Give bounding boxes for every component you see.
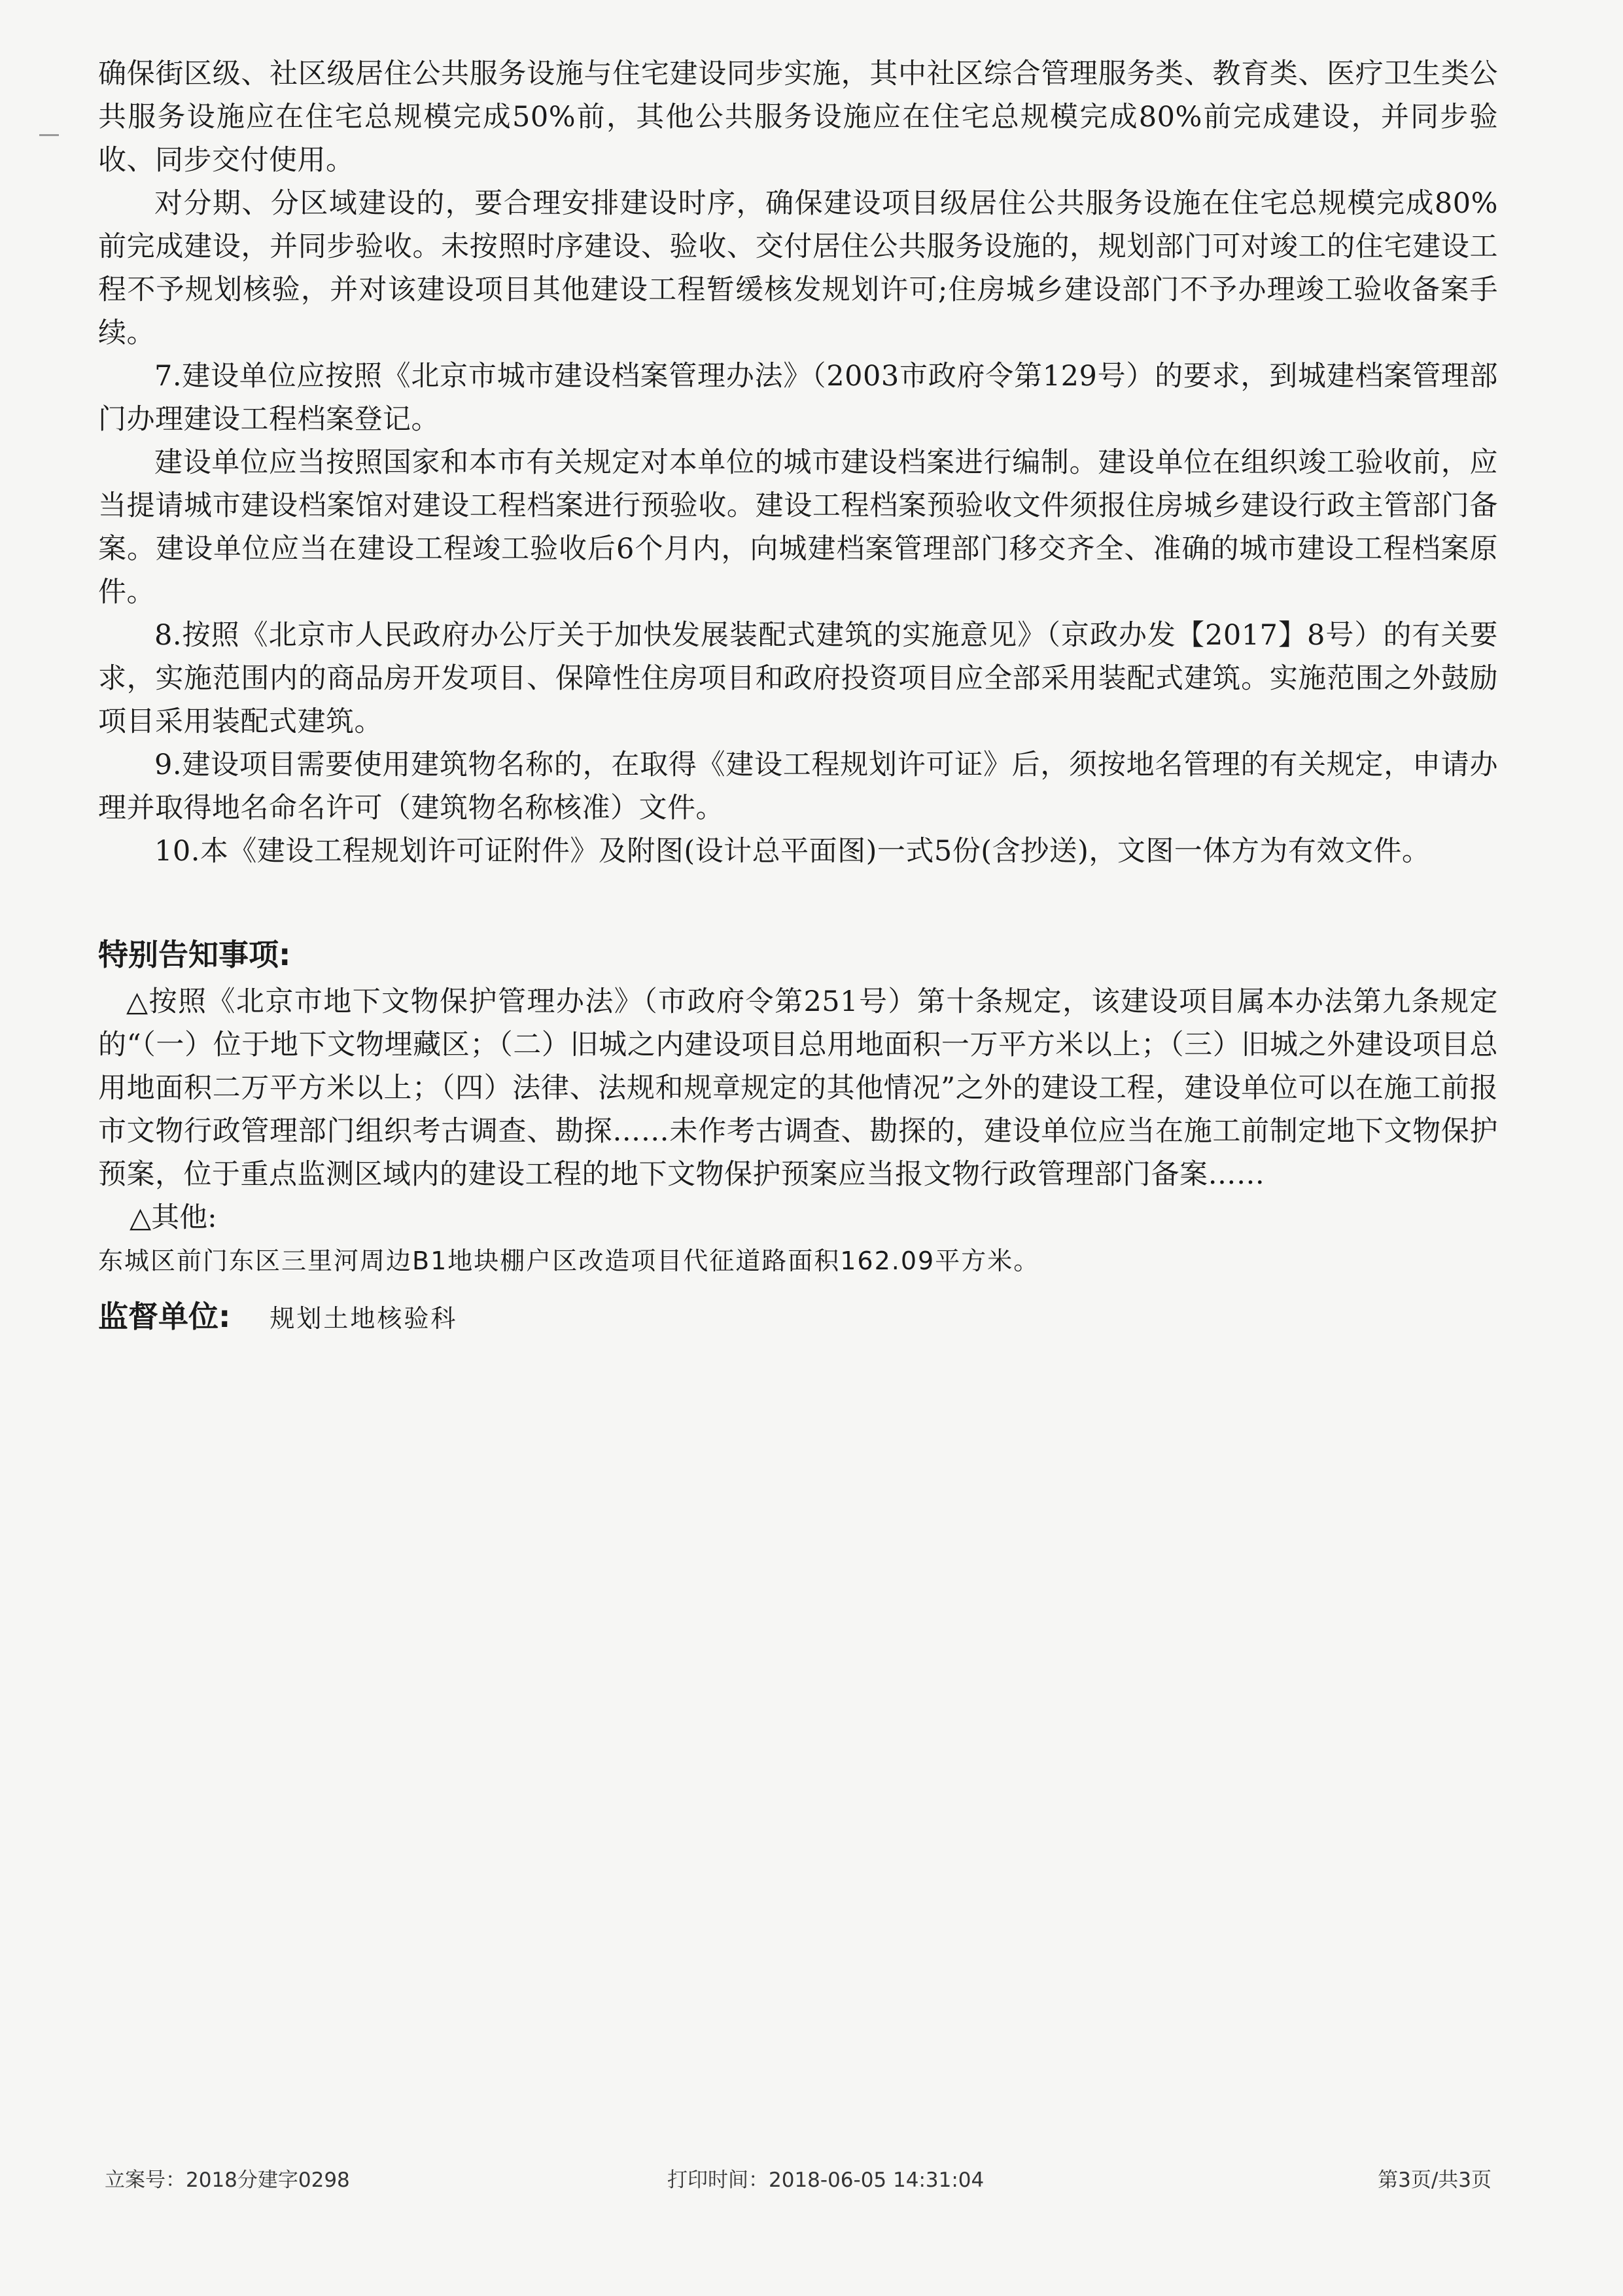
- paragraph-archive-compilation: 建设单位应当按照国家和本市有关规定对本单位的城市建设档案进行编制。建设单位在组织竣工验收前，应当提请城市建设档案馆对建设工程档案进行预验收。建设工程档案预验收文件须报住房城乡建设行政主管部门备案。建设单位应当在建设工程竣工验收后6个月内，向城建档案管理部门移交齐全、准确的城市建设工程档案原件。: [98, 446, 1498, 609]
- paragraph-item-9: 9.建设项目需要使用建筑物名称的，在取得《建设工程规划许可证》后，须按地名管理的有关规定，申请办理并取得地名命名许可（建筑物名称核准）文件。: [98, 749, 1498, 824]
- supervisor-label: 监督单位:: [98, 1299, 231, 1334]
- special-notice-other-label: △其他:: [130, 1201, 217, 1234]
- supervisor-value: 规划土地核验科: [270, 1304, 458, 1333]
- page-footer: [105, 2163, 1492, 2196]
- supervisor-row: [98, 1293, 1498, 1336]
- footer-page-info: 第3页/共3页: [1378, 2168, 1492, 2192]
- special-notice-item-relics: △按照《北京市地下文物保护管理办法》（市政府令第251号）第十条规定，该建设项目属本办法第九条规定的“（一）位于地下文物埋藏区；（二）旧城之内建设项目总用地面积一万平方米以上；（三）旧城之外建设项目总用地面积二万平方米以上；（四）法律、法规和规章规定的其他情况”之外的建设工程，建设单位可以在施工前报市文物行政管理部门组织考古调查、勘探……未作考古调查、勘探的，建设单位应当在施工前制定地下文物保护预案，位于重点监测区域内的建设工程的地下文物保护预案应当报文物行政管理部门备案……: [98, 985, 1498, 1191]
- footer-print-time: 打印时间：2018-06-05 14:31:04: [667, 2168, 985, 2192]
- document-page: [98, 52, 1498, 1336]
- footer-case-number: 立案号：2018分建字0298: [105, 2168, 350, 2192]
- paragraph-facilities-sync: 确保街区级、社区级居住公共服务设施与住宅建设同步实施，其中社区综合管理服务类、教育类、医疗卫生类公共服务设施应在住宅总规模完成50%前，其他公共服务设施应在住宅总规模完成80%前完成建设，并同步验收、同步交付使用。: [98, 58, 1498, 177]
- paragraph-phased-construction: 对分期、分区域建设的，要合理安排建设时序，确保建设项目级居住公共服务设施在住宅总规模完成80%前完成建设，并同步验收。未按照时序建设、验收、交付居住公共服务设施的，规划部门可对竣工的住宅建设工程不予规划核验，并对该建设项目其他建设工程暂缓核发规划许可;住房城乡建设部门不予办理竣工验收备案手续。: [98, 187, 1498, 349]
- special-notice-title: 特别告知事项:: [98, 937, 291, 972]
- special-notice-other-detail: 东城区前门东区三里河周边B1地块棚户区改造项目代征道路面积162.09平方米。: [98, 1246, 1040, 1275]
- scan-mark: [39, 134, 59, 136]
- paragraph-item-8: 8.按照《北京市人民政府办公厅关于加快发展装配式建筑的实施意见》（京政办发【2017】8号）的有关要求，实施范围内的商品房开发项目、保障性住房项目和政府投资项目应全部采用装配式建筑。实施范围之外鼓励项目采用装配式建筑。: [98, 619, 1498, 738]
- paragraph-item-7: 7.建设单位应按照《北京市城市建设档案管理办法》（2003市政府令第129号）的要求，到城建档案管理部门办理建设工程档案登记。: [98, 360, 1498, 436]
- paragraph-item-10: 10.本《建设工程规划许可证附件》及附图(设计总平面图)一式5份(含抄送)，文图一体方为有效文件。: [154, 835, 1431, 868]
